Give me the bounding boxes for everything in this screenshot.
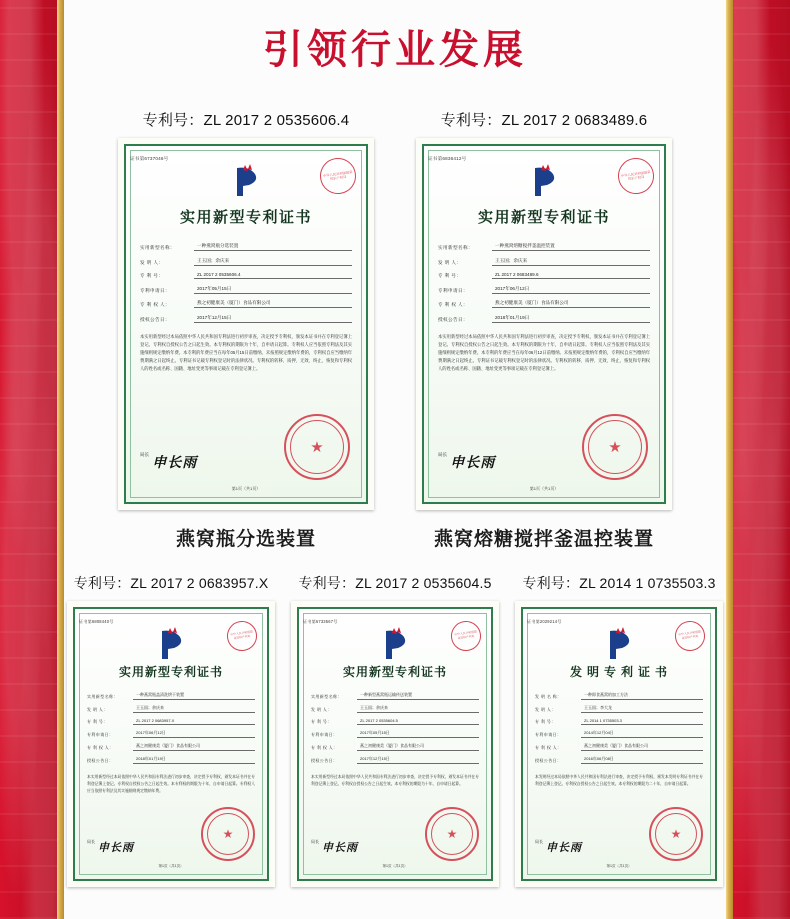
certificate-footer-3: 第1页（共1页）	[158, 864, 184, 868]
certificate-caption-2: 燕窝熔糖搅拌釜温控装置	[433, 529, 654, 550]
field-value: 王玉国；余庆来	[194, 258, 352, 266]
patent-number-1: 专利号：ZL 2017 2 0535606.4	[142, 112, 350, 129]
field-value: 2017年12月15日	[357, 756, 479, 764]
field-value: 一种即食燕窝的加工方法	[581, 692, 703, 700]
certificate-title-4: 实用新型专利证书	[342, 665, 447, 679]
ipo-logo-icon	[596, 623, 642, 663]
certificate-image-1[interactable]	[118, 138, 374, 510]
certificate-footer-4: 第1页（共1页）	[382, 864, 408, 868]
certificate-block-1	[118, 109, 374, 551]
certificate-body-5: 本发明经过本局依照中华人民共和国专利法进行审查，决定授予专利权，颁发本发明专利证书并在专利登记簿上登记。专利权自授权公告之日起生效。本专利权的期限为二十年，自申请日起算。	[535, 775, 703, 786]
certificate-block-3	[67, 573, 275, 887]
field-value: 一种新型燕窝瓶运输传送装置	[357, 692, 479, 700]
ipo-logo-icon	[372, 623, 418, 663]
field-label: 专 利 号：	[438, 273, 462, 278]
seal-star-icon: ★	[222, 827, 234, 841]
field-value: 一种燕窝熔糖搅拌釜温控装置	[492, 243, 650, 251]
field-label: 发 明 人：	[438, 259, 462, 265]
patent-number-3: 专利号：ZL 2017 2 0683957.X	[73, 575, 269, 591]
certificate-fields-2	[428, 243, 660, 323]
patent-number-4: 专利号：ZL 2017 2 0535604.5	[298, 575, 492, 591]
field-row	[87, 743, 255, 751]
field-label: 发 明 人：	[140, 259, 164, 265]
certificate-image-4[interactable]	[291, 601, 499, 887]
certificate-number-2: 证书第6836412号	[428, 156, 467, 161]
field-value: 王玉国；余庆来	[133, 705, 255, 713]
field-value: 2017年06月12日	[133, 730, 255, 738]
field-label: 专利申请日：	[438, 287, 468, 293]
field-row	[535, 730, 703, 738]
certificate-footer-5: 第1页（共1页）	[606, 864, 632, 868]
field-value: 燕之初健康美（厦门）食品有限公司	[581, 743, 703, 751]
field-value: 燕之初健康美（厦门）食品有限公司	[194, 300, 352, 308]
field-row	[311, 705, 479, 713]
field-value: 王玉国；李大龙	[581, 705, 703, 713]
director-label: 局长	[311, 839, 319, 844]
field-row	[87, 730, 255, 738]
field-value: ZL 2017 2 0683957.X	[133, 718, 255, 725]
field-row	[140, 272, 352, 279]
field-value: 燕之初健康美（厦门）食品有限公司	[133, 743, 255, 751]
ipo-logo-icon	[148, 623, 194, 663]
certificate-block-2	[416, 109, 672, 551]
small-round-seal-icon: 中华人民共和国国家知识产权局	[616, 156, 657, 197]
certificate-inner	[79, 613, 263, 875]
certificate-inner	[527, 613, 711, 875]
field-value: 一种燕窝瓶盖清洗烘干装置	[133, 692, 255, 700]
field-value: 2017年05月15日	[194, 286, 352, 294]
field-value: ZL 2017 2 0683489.6	[492, 272, 650, 279]
certificate-fields-5	[527, 692, 711, 764]
field-value: 王玉国；余庆来	[492, 258, 650, 266]
seal-ring	[290, 420, 344, 474]
director-label: 局长	[438, 452, 448, 457]
field-label: 专 利 号：	[535, 719, 556, 724]
logo-swoosh-icon	[229, 162, 263, 198]
field-label: 专 利 权 人：	[438, 302, 468, 307]
logo-swoosh-icon	[527, 162, 561, 198]
field-row	[438, 272, 650, 279]
field-label: 发 明 名 称：	[535, 694, 562, 699]
seal-ring	[655, 813, 697, 855]
director-signature: 申长雨	[152, 456, 198, 471]
certificate-number-4: 证书第6733567号	[303, 619, 338, 624]
certificate-caption-1: 燕窝瓶分选装置	[175, 529, 316, 550]
certificate-fields-4	[303, 692, 487, 764]
field-label: 授权公告日：	[535, 758, 562, 763]
field-value: 2014年12月04日	[581, 730, 703, 738]
field-value: ZL 2017 2 0535606.4	[194, 272, 352, 279]
field-row	[311, 730, 479, 738]
certificate-inner	[303, 613, 487, 875]
field-label: 实用新型名称：	[311, 694, 342, 699]
gold-divider-right	[726, 0, 733, 919]
certificate-title-1: 实用新型专利证书	[179, 210, 312, 226]
signature-area-3	[87, 839, 167, 855]
certificate-inner	[130, 150, 362, 498]
seal-star-icon: ★	[446, 827, 458, 841]
certificate-title-2: 实用新型专利证书	[477, 210, 610, 226]
page-title: 引领行业发展	[263, 27, 527, 72]
certificate-title-5: 发 明 专 利 证 书	[569, 665, 668, 679]
field-value: 燕之初健康美（厦门）食品有限公司	[492, 300, 650, 308]
field-row	[438, 243, 650, 251]
field-row	[438, 258, 650, 266]
field-row	[140, 243, 352, 251]
seal-ring	[431, 813, 473, 855]
certificate-number-3: 证书第6808440号	[79, 619, 114, 624]
decorative-right-border	[726, 0, 790, 919]
field-row	[87, 756, 255, 764]
field-value: 2018年01月19日	[492, 315, 650, 323]
field-row	[438, 315, 650, 323]
small-round-seal-icon: 中华人民共和国国家知识产权局	[449, 619, 483, 653]
seal-star-icon: ★	[608, 438, 622, 456]
field-label: 专 利 权 人：	[311, 745, 338, 750]
director-signature: 申长雨	[450, 456, 496, 471]
field-row	[438, 286, 650, 294]
field-label: 专 利 号：	[311, 719, 332, 724]
certificate-inner	[428, 150, 660, 498]
field-row	[140, 300, 352, 308]
field-row	[535, 718, 703, 725]
certificate-block-4	[291, 573, 499, 887]
director-signature: 申长雨	[322, 842, 358, 854]
field-label: 专 利 权 人：	[535, 745, 562, 750]
field-value: ZL 2014 1 0735503.3	[581, 718, 703, 725]
field-label: 专 利 权 人：	[87, 745, 114, 750]
certificate-title-3: 实用新型专利证书	[118, 665, 223, 679]
field-value: 2016年06月08日	[581, 756, 703, 764]
director-label: 局长	[140, 452, 150, 457]
field-label: 专 利 号：	[140, 273, 164, 278]
certificate-row-top	[64, 109, 726, 551]
signature-area-1	[140, 452, 236, 472]
field-label: 专利申请日：	[140, 287, 170, 293]
small-round-seal-icon: 中华人民共和国国家知识产权局	[318, 156, 359, 197]
official-seal-icon	[284, 414, 350, 480]
page-content	[64, 0, 726, 919]
official-seal-icon	[425, 807, 479, 861]
field-value: 2017年05月15日	[357, 730, 479, 738]
director-signature: 申长雨	[98, 842, 134, 854]
certificate-body-2: 本实用新型经过本局依照中华人民共和国专利法进行初步审查，决定授予专利权，颁发本证书并在专利登记簿上登记。专利权自授权公告之日起生效。本专利权的期限为十年，自申请日起算。专利权人应当依照专利法及其实施细则规定缴纳年费。本专利的年费应当在每年06月12日前缴纳。未按照规定缴纳年费的，专利权自应当缴纳年费期满之日起终止。专利证书记载专利权登记时的法律状况。专利权的转移、质押、无效、终止、恢复和专利权人的姓名或名称、国籍、地址变更等事项记载在专利登记簿上。	[438, 333, 650, 371]
field-label: 授权公告日：	[87, 758, 114, 763]
official-seal-icon	[201, 807, 255, 861]
gold-divider-left	[57, 0, 64, 919]
official-seal-icon	[649, 807, 703, 861]
field-label: 发 明 人：	[311, 707, 332, 712]
field-label: 发 明 人：	[535, 707, 556, 712]
field-row	[311, 756, 479, 764]
certificate-image-5[interactable]	[515, 601, 723, 887]
certificate-body-3: 本实用新型经过本局依照中华人民共和国专利法进行初步审查，决定授予专利权，颁发本证书并在专利登记簿上登记。专利权自授权公告之日起生效。本专利权的期限为十年，自申请日起算。专利权人应当依照专利法及其实施细则规定缴纳年费。	[87, 775, 255, 793]
certificate-fields-1	[130, 243, 362, 323]
small-round-seal-icon: 中华人民共和国国家知识产权局	[673, 619, 707, 653]
director-label: 局长	[535, 839, 543, 844]
field-value: 2018年01月19日	[133, 756, 255, 764]
field-row	[535, 705, 703, 713]
certificate-number-1: 证书第6737046号	[130, 156, 169, 161]
director-label: 局长	[87, 839, 95, 844]
seal-ring	[588, 420, 642, 474]
certificate-footer-2: 第1页（共1页）	[529, 486, 559, 491]
certificate-row-bottom	[64, 573, 726, 887]
field-value: 燕之初健康美（厦门）食品有限公司	[357, 743, 479, 751]
field-row	[311, 718, 479, 725]
field-label: 专利申请日：	[535, 732, 562, 737]
certificate-image-2[interactable]	[416, 138, 672, 510]
certificate-image-3[interactable]	[67, 601, 275, 887]
certificate-block-5	[515, 573, 723, 887]
ipo-logo-icon	[223, 160, 269, 200]
certificate-body-4: 本实用新型经过本局依照中华人民共和国专利法进行初步审查，决定授予专利权，颁发本证书并在专利登记簿上登记。专利权自授权公告之日起生效。本专利权的期限为十年，自申请日起算。	[311, 775, 479, 786]
field-label: 专利申请日：	[311, 732, 338, 737]
field-row	[87, 705, 255, 713]
field-value: 2017年06月12日	[492, 286, 650, 294]
seal-ring	[207, 813, 249, 855]
signature-area-2	[438, 452, 534, 472]
field-label: 实用新型名称：	[438, 245, 473, 250]
field-row	[140, 258, 352, 266]
field-row	[87, 692, 255, 700]
field-row	[438, 300, 650, 308]
patent-number-2: 专利号：ZL 2017 2 0683489.6	[440, 112, 648, 129]
ipo-logo-icon	[521, 160, 567, 200]
field-value: 2017年12月15日	[194, 315, 352, 323]
seal-star-icon: ★	[670, 827, 682, 841]
certificate-body-1: 本实用新型经过本局依照中华人民共和国专利法进行初步审查，决定授予专利权，颁发本证书并在专利登记簿上登记。专利权自授权公告之日起生效。本专利权的期限为十年，自申请日起算。专利权人应当依照专利法及其实施细则规定缴纳年费。本专利的年费应当在每年05月15日前缴纳。未按照规定缴纳年费的，专利权自应当缴纳年费期满之日起终止。专利证书记载专利权登记时的法律状况。专利权的转移、质押、无效、终止、恢复和专利权人的姓名或名称、国籍、地址变更等事项记载在专利登记簿上。	[140, 333, 352, 371]
director-signature: 申长雨	[546, 842, 582, 854]
field-label: 专 利 号：	[87, 719, 108, 724]
logo-swoosh-icon	[602, 625, 636, 661]
field-row	[535, 756, 703, 764]
logo-swoosh-icon	[378, 625, 412, 661]
patent-number-5: 专利号：ZL 2014 1 0735503.3	[522, 575, 716, 591]
field-label: 发 明 人：	[87, 707, 108, 712]
field-value: 王玉国；余庆来	[357, 705, 479, 713]
field-label: 实用新型名称：	[140, 245, 175, 250]
field-label: 授权公告日：	[311, 758, 338, 763]
signature-area-5	[535, 839, 615, 855]
field-label: 授权公告日：	[438, 316, 468, 322]
official-seal-icon	[582, 414, 648, 480]
field-value: ZL 2017 2 0535604.5	[357, 718, 479, 725]
logo-swoosh-icon	[154, 625, 188, 661]
field-row	[140, 286, 352, 294]
field-value: 一种燕窝瓶分选装置	[194, 243, 352, 251]
small-round-seal-icon: 中华人民共和国国家知识产权局	[225, 619, 259, 653]
field-label: 授权公告日：	[140, 316, 170, 322]
field-label: 专利申请日：	[87, 732, 114, 737]
signature-area-4	[311, 839, 391, 855]
field-row	[140, 315, 352, 323]
field-label: 专 利 权 人：	[140, 302, 170, 307]
field-label: 实用新型名称：	[87, 694, 118, 699]
field-row	[311, 743, 479, 751]
decorative-left-border	[0, 0, 64, 919]
field-row	[535, 692, 703, 700]
field-row	[311, 692, 479, 700]
certificate-number-5: 证书第2029214号	[527, 619, 562, 624]
certificate-footer-1: 第1页（共1页）	[231, 486, 261, 491]
certificate-fields-3	[79, 692, 263, 764]
field-row	[87, 718, 255, 725]
field-row	[535, 743, 703, 751]
seal-star-icon: ★	[310, 438, 324, 456]
